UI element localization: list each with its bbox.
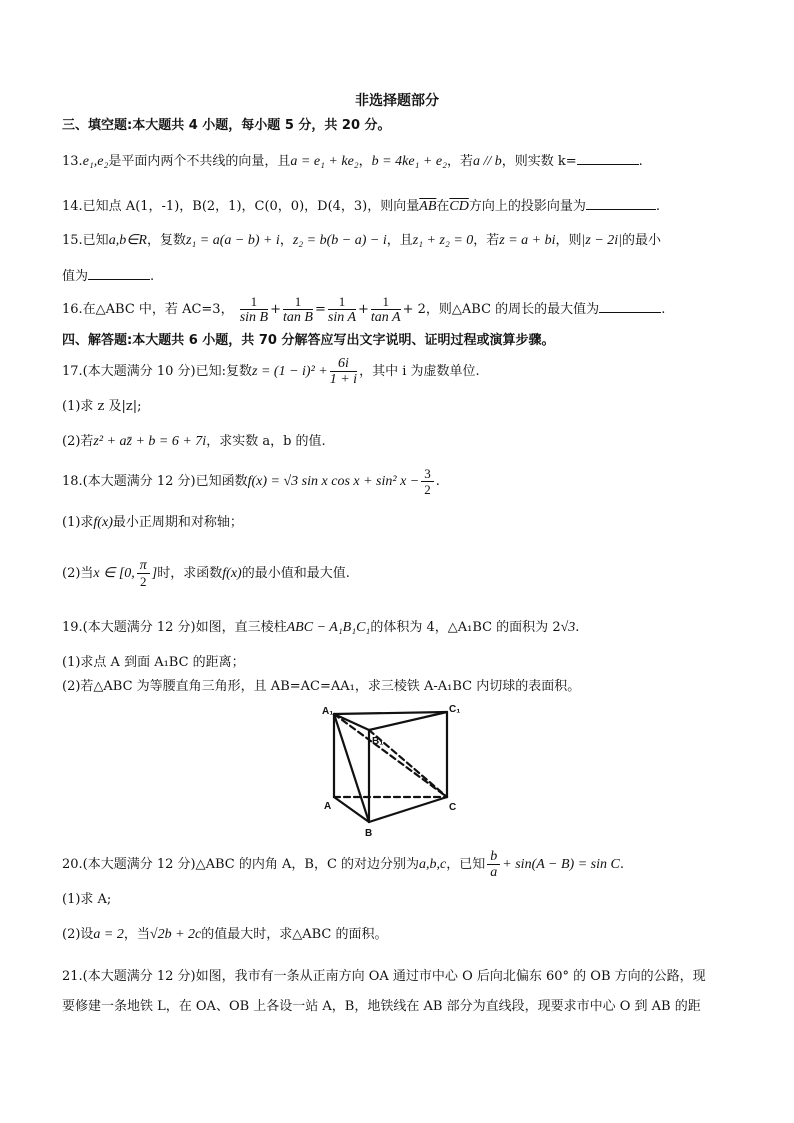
q18-p2-math1: x ∈ [0, (93, 566, 135, 581)
q20-frac-num: b (487, 849, 500, 865)
q18-p2-math3: f(x) (222, 566, 242, 581)
q18-p1-math: f(x) (93, 515, 113, 530)
q20-p2-text2: ，当 (123, 927, 150, 942)
q13-vector-a: a = e₁ + ke₂ (290, 154, 359, 169)
edge-b1-c1 (369, 712, 447, 730)
q20-frac-den: a (490, 865, 498, 880)
q18-p2-frac-num: π (137, 558, 150, 574)
question-20-part2 (62, 926, 742, 944)
q16-frac4 (371, 294, 401, 325)
question-18-part1 (62, 514, 742, 532)
q16-frac2-den: tan B (283, 310, 313, 325)
q18-text1: 18.(本大题满分 12 分)已知函数 (62, 474, 248, 489)
q15-text6: ，则 (555, 233, 582, 248)
q16-frac4-num: 1 (371, 294, 401, 310)
q20-text1: 20.(本大题满分 12 分)△ABC 的内角 A，B，C 的对边分别为 (62, 857, 420, 872)
edge-a1-c-dashed (334, 714, 447, 797)
q20-math1: a,b,c (419, 857, 447, 872)
q16-tail: + 2 (402, 302, 426, 317)
question-15-line2 (62, 265, 742, 286)
q17-p2-text2: ，求实数 a，b 的值. (206, 434, 326, 449)
question-18-part2 (62, 554, 742, 594)
q16-frac3-den: sin A (327, 310, 357, 325)
q15-math6: |z − 2i| (581, 233, 623, 248)
q16-frac2-num: 1 (283, 294, 313, 310)
q18-p2-text1: (2)当 (62, 566, 94, 581)
q13-ask: ，则实数 k= (501, 154, 577, 169)
question-18 (62, 462, 742, 502)
q19-math1: ABC − A₁B₁C₁ (286, 620, 371, 635)
q15-text3: ， (279, 233, 293, 248)
q15-answer-blank[interactable] (88, 265, 150, 280)
q17-frac (330, 356, 357, 387)
q15-math3: z₂ = b(b − a) − i (292, 233, 387, 248)
q18-p1-text1: (1)求 (62, 515, 94, 530)
q16-answer-blank[interactable] (599, 298, 661, 313)
q18-p2-text2: 时，求函数 (157, 566, 223, 581)
q15-text5: ，若 (473, 233, 500, 248)
question-15 (62, 232, 742, 250)
q20-p2-text3: 的值最大时，求△ABC 的面积。 (201, 927, 388, 942)
label-a1: A₁ (322, 706, 334, 717)
q16-end: . (661, 302, 666, 317)
q17-math1: z = (1 − i)² + (252, 364, 328, 379)
q20-p2-text1: (2)设 (62, 927, 94, 942)
q13-number: 13. (62, 154, 83, 169)
question-17-part1: (1)求 z 及|z|; (62, 399, 142, 414)
q13-text: 是平面内两个不共线的向量，且 (108, 154, 291, 169)
q15-end: . (150, 269, 155, 284)
question-19-part2: (2)若△ABC 为等腰直角三角形，且 AB=AC=AA₁，求三棱铁 A-A₁BC 内切球的表面积。 (62, 679, 581, 694)
q20-frac (487, 849, 500, 880)
q13-if: ，若 (446, 154, 473, 169)
q16-frac1-num: 1 (240, 294, 268, 310)
q18-end: . (435, 474, 440, 489)
edge-a1-b (334, 714, 369, 822)
label-c1: C₁ (449, 704, 461, 715)
q15-text7: 的最小 (622, 233, 662, 248)
q18-math1: f(x) = √3 sin x cos x + sin² x − (247, 474, 420, 489)
q15-text2: ，复数 (146, 233, 186, 248)
q15-math2: z₁ = a(a − b) + i (185, 233, 280, 248)
q16-frac4-den: tan A (370, 310, 401, 325)
q14-text2: 方向上的投影向量为 (468, 199, 586, 214)
q20-end: . (619, 857, 624, 872)
question-17 (62, 352, 742, 392)
edge-a-b (334, 797, 369, 822)
label-a: A (324, 801, 332, 812)
q17-p2-text1: (2)若 (62, 434, 94, 449)
q16-plus1: + (270, 302, 282, 317)
q20-math2: + sin(A − B) = sin C (502, 857, 620, 872)
edge-b-c (369, 797, 447, 822)
q17-p2-math: z² + az̄ + b = 6 + 7i (93, 434, 207, 449)
question-20-part1: (1)求 A; (62, 892, 112, 907)
q13-vector-b: b = 4ke₁ + e₂ (371, 154, 447, 169)
q13-sep: ， (358, 154, 372, 169)
q15-text1: 15.已知 (62, 233, 109, 248)
q20-p2-math2: √2b + 2c (149, 927, 202, 942)
question-14 (62, 195, 742, 216)
question-19-part1: (1)求点 A 到面 A₁BC 的距离； (62, 655, 245, 670)
q18-frac-num: 3 (421, 466, 434, 482)
q17-frac-num: 6i (330, 356, 357, 372)
q18-frac (421, 466, 434, 497)
label-c: C (449, 802, 457, 813)
question-16 (62, 290, 742, 330)
q13-answer-blank[interactable] (577, 150, 639, 165)
q19-text1: 19.(本大题满分 12 分)如图，直三棱柱 (62, 620, 287, 635)
q20-p2-math1: a = 2 (93, 927, 124, 942)
q15-math5: z = a + bi (499, 233, 556, 248)
label-b1: B₁ (372, 736, 384, 747)
q15-line2-text: 值为 (62, 269, 89, 284)
q16-frac1 (240, 294, 268, 325)
q16-frac3-num: 1 (328, 294, 356, 310)
q18-p2-frac (137, 558, 150, 589)
q15-math4: z₁ + z₂ = 0 (412, 233, 474, 248)
q15-text4: ，且 (386, 233, 413, 248)
question-21-line1: 21.(本大题满分 12 分)如图，我市有一条从正南方向 OA 通过市中心 O 后向北偏东 60° 的 OB 方向的公路，现 (62, 969, 706, 984)
q14-vector-ab: $\overline{AB}$ (419, 199, 437, 214)
q17-text2: ，其中 i 为虚数单位. (359, 364, 480, 379)
q14-end: . (655, 199, 660, 214)
section-4-heading: 四、解答题:本大题共 6 小题，共 70 分解答应写出文字说明、证明过程或演算步骤。 (62, 333, 555, 348)
q19-end: . (575, 620, 580, 635)
q17-frac-den: 1 + i (329, 372, 358, 387)
q18-p2-math2: ] (151, 566, 158, 581)
q14-mid: 在 (436, 199, 450, 214)
question-20 (62, 845, 742, 885)
q16-plus2: + (358, 302, 369, 317)
q19-math2: √3 (560, 620, 576, 635)
q14-vector-cd: $\overline{CD}$ (449, 199, 469, 214)
q14-answer-blank[interactable] (586, 195, 656, 210)
q16-frac3 (328, 294, 356, 325)
question-13 (62, 150, 742, 171)
prism-figure (322, 702, 472, 842)
q18-frac-den: 2 (424, 482, 431, 497)
q18-p2-frac-den: 2 (140, 574, 147, 589)
q17-text1: 17.(本大题满分 10 分)已知:复数 (62, 364, 253, 379)
question-17-part2 (62, 433, 742, 451)
q16-eq: = (314, 302, 326, 317)
section-3-heading: 三、填空题:本大题共 4 小题，每小题 5 分，共 20 分。 (62, 118, 391, 133)
q16-frac1-den: sin B (239, 310, 269, 325)
q13-end: . (638, 154, 643, 169)
question-19 (62, 619, 742, 637)
q16-text1: 16.在△ABC 中，若 AC=3， (62, 302, 234, 317)
q20-text2: ，已知 (446, 857, 486, 872)
edge-a1-c1 (334, 712, 447, 714)
q18-p1-text2: 最小正周期和对称轴； (112, 515, 243, 530)
q15-math1: a,b∈R (108, 233, 147, 248)
q18-p2-text3: 的最小值和最大值. (241, 566, 350, 581)
q16-text2: ，则△ABC 的周长的最大值为 (425, 302, 600, 317)
q16-frac2 (283, 294, 313, 325)
question-21-line2: 要修建一条地铁 L，在 OA、OB 上各设一站 A，B，地铁线在 AB 部分为直线段，现要求市中心 O 到 AB 的距 (62, 999, 701, 1014)
q19-text2: 的体积为 4，△A₁BC 的面积为 2 (370, 620, 561, 635)
label-b: B (365, 828, 373, 839)
q14-text: 14.已知点 A(1，-1)，B(2，1)，C(0，0)，D(4，3)，则向量 (62, 199, 420, 214)
q13-parallel: a // b (472, 154, 502, 169)
q13-vectors: e₁,e₂ (82, 154, 109, 169)
page-title: 非选择题部分 (355, 93, 439, 109)
